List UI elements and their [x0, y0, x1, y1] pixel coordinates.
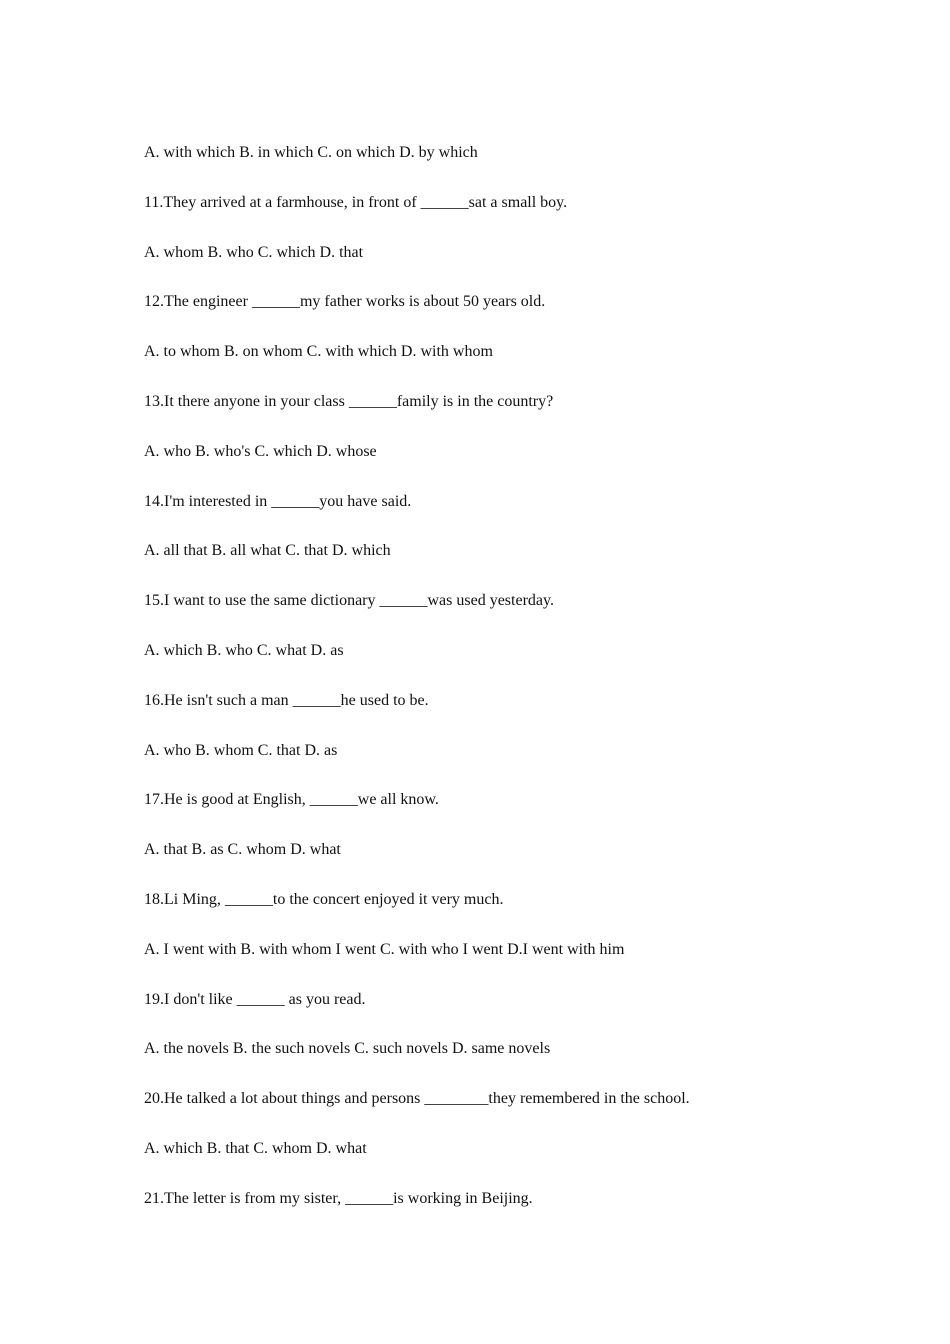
answer-options-11: A. whom B. who C. which D. that — [144, 243, 364, 261]
question-16: 16.He isn't such a man ______he used to be. — [144, 691, 429, 709]
question-list — [144, 143, 904, 1239]
answer-options-16: A. who B. whom C. that D. as — [144, 741, 338, 759]
answer-options-18: A. I went with B. with whom I went C. with who I went D.I went with him — [144, 940, 625, 958]
answer-options-19: A. the novels B. the such novels C. such novels D. same novels — [144, 1040, 551, 1058]
answer-options-20: A. which B. that C. whom D. what — [144, 1139, 367, 1157]
question-19: 19.I don't like ______ as you read. — [144, 990, 366, 1008]
answer-options-14: A. all that B. all what C. that D. which — [144, 542, 391, 560]
answer-options-13: A. who B. who's C. which D. whose — [144, 442, 377, 460]
answer-options-15: A. which B. who C. what D. as — [144, 641, 344, 659]
question-13: 13.It there anyone in your class ______family is in the country? — [144, 392, 554, 410]
answer-options-12: A. to whom B. on whom C. with which D. with whom — [144, 343, 493, 361]
answer-options-10: A. with which B. in which C. on which D. by which — [144, 144, 478, 161]
question-11: 11.They arrived at a farmhouse, in front of ______sat a small boy. — [144, 193, 568, 211]
question-17: 17.He is good at English, ______we all know. — [144, 791, 439, 809]
question-18: 18.Li Ming, ______to the concert enjoyed it very much. — [144, 890, 504, 908]
question-14: 14.I'm interested in ______you have said. — [144, 492, 412, 510]
question-20: 20.He talked a lot about things and persons ________they remembered in the school. — [144, 1090, 690, 1108]
question-12: 12.The engineer ______my father works is about 50 years old. — [144, 293, 546, 311]
question-15: 15.I want to use the same dictionary ______was used yesterday. — [144, 592, 554, 610]
question-21: 21.The letter is from my sister, ______is working in Beijing. — [144, 1189, 533, 1207]
answer-options-17: A. that B. as C. whom D. what — [144, 841, 341, 859]
